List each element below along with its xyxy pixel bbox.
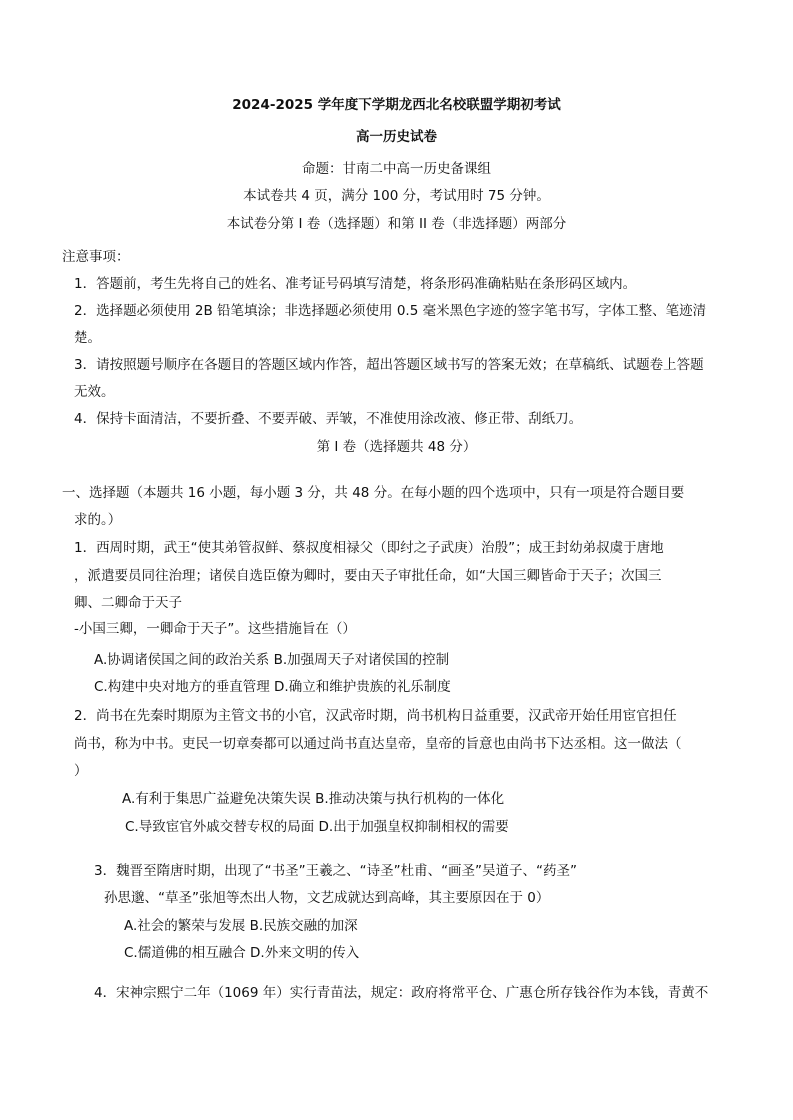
question-1-line-3: 卿、二卿命于天子	[74, 595, 182, 611]
notice-item-1: 1．答题前，考生先将自己的姓名、准考证号码填写清楚，将条形码准确粘贴在条形码区域内。	[74, 276, 637, 292]
question-3-line-2: 孙思邈、“草圣”张旭等杰出人物，文艺成就达到高峰，其主要原因在于 0）	[104, 890, 550, 906]
question-3-options-ab: A.社会的繁荣与发展 B.民族交融的加深	[124, 918, 358, 934]
exam-author: 命题：甘南二中高一历史备课组	[302, 161, 491, 177]
question-4-line-1: 4．宋神宗熙宁二年（1069 年）实行青苗法，规定：政府将常平仓、广惠仓所存钱谷作为本钱，青黄不	[94, 985, 709, 1001]
question-1-options-cd: C.构建中央对地方的垂直管理 D.确立和维护贵族的礼乐制度	[94, 679, 451, 695]
section-intro: 一、选择题（本题共 16 小题，每小题 3 分，共 48 分。在每小题的四个选项中，只有一项是符合题目要	[62, 485, 685, 501]
question-2-line-2: 尚书，称为中书。吏民一切章奏都可以通过尚书直达皇帝，皇帝的旨意也由尚书下达丞相。这一做法（	[74, 736, 682, 752]
notice-item-3: 3．请按照题号顺序在各题目的答题区域内作答，超出答题区域书写的答案无效；在草稿纸、试题卷上答题	[74, 357, 704, 373]
question-3-line-1: 3．魏晋至隋唐时期，出现了“书圣”王羲之、“诗圣”杜甫、“画圣”吴道子、“药圣”	[94, 863, 578, 879]
exam-info: 本试卷共 4 页，满分 100 分，考试用时 75 分钟。	[243, 188, 550, 204]
exam-title: 2024-2025 学年度下学期龙西北名校联盟学期初考试	[232, 97, 561, 113]
question-2-options-ab: A.有利于集思广益避免决策失误 B.推动决策与执行机构的一体化	[122, 791, 505, 807]
notice-item-3-cont: 无效。	[74, 384, 115, 400]
notice-item-4: 4．保持卡面清洁，不要折叠、不要弄破、弄皱，不准使用涂改液、修正带、刮纸刀。	[74, 411, 583, 427]
question-3-options-cd: C.儒道佛的相互融合 D.外来文明的传入	[124, 945, 360, 961]
question-2-options-cd: C.导致宦官外戚交替专权的局面 D.出于加强皇权抑制相权的需要	[125, 819, 509, 835]
question-2-line-1: 2．尚书在先秦时期原为主管文书的小官，汉武帝时期，尚书机构日益重要，汉武帝开始任用宦官担任	[74, 708, 677, 724]
question-1-options-ab: A.协调诸侯国之间的政治关系 B.加强周天子对诸侯国的控制	[94, 652, 450, 668]
notice-heading: 注意事项：	[62, 249, 130, 265]
question-1-line-4: -小国三卿，一卿命于天子”。这些措施旨在（）	[74, 621, 356, 637]
part1-title: 第 I 卷（选择题共 48 分）	[316, 439, 477, 455]
notice-item-2-cont: 楚。	[74, 330, 101, 346]
exam-subject: 高一历史试卷	[356, 129, 437, 145]
notice-item-2: 2．选择题必须使用 2B 铅笔填涂；非选择题必须使用 0.5 毫米黑色字迹的签字笔书写，字体工整、笔迹清	[74, 303, 707, 319]
question-2-line-3: ）	[74, 763, 88, 779]
question-1-line-2: ，派遣要员同往治理；诸侯自选臣僚为卿时，要由天子审批任命，如“大国三卿皆命于天子；次国三	[74, 568, 662, 584]
exam-structure: 本试卷分第 I 卷（选择题）和第 II 卷（非选择题）两部分	[226, 216, 567, 232]
section-intro-cont: 求的。）	[74, 512, 122, 528]
question-1-line-1: 1．西周时期，武王“使其弟管叔鲜、蔡叔度相禄父（即纣之子武庚）治殷”；成王封幼弟叔虞于唐地	[74, 540, 664, 556]
